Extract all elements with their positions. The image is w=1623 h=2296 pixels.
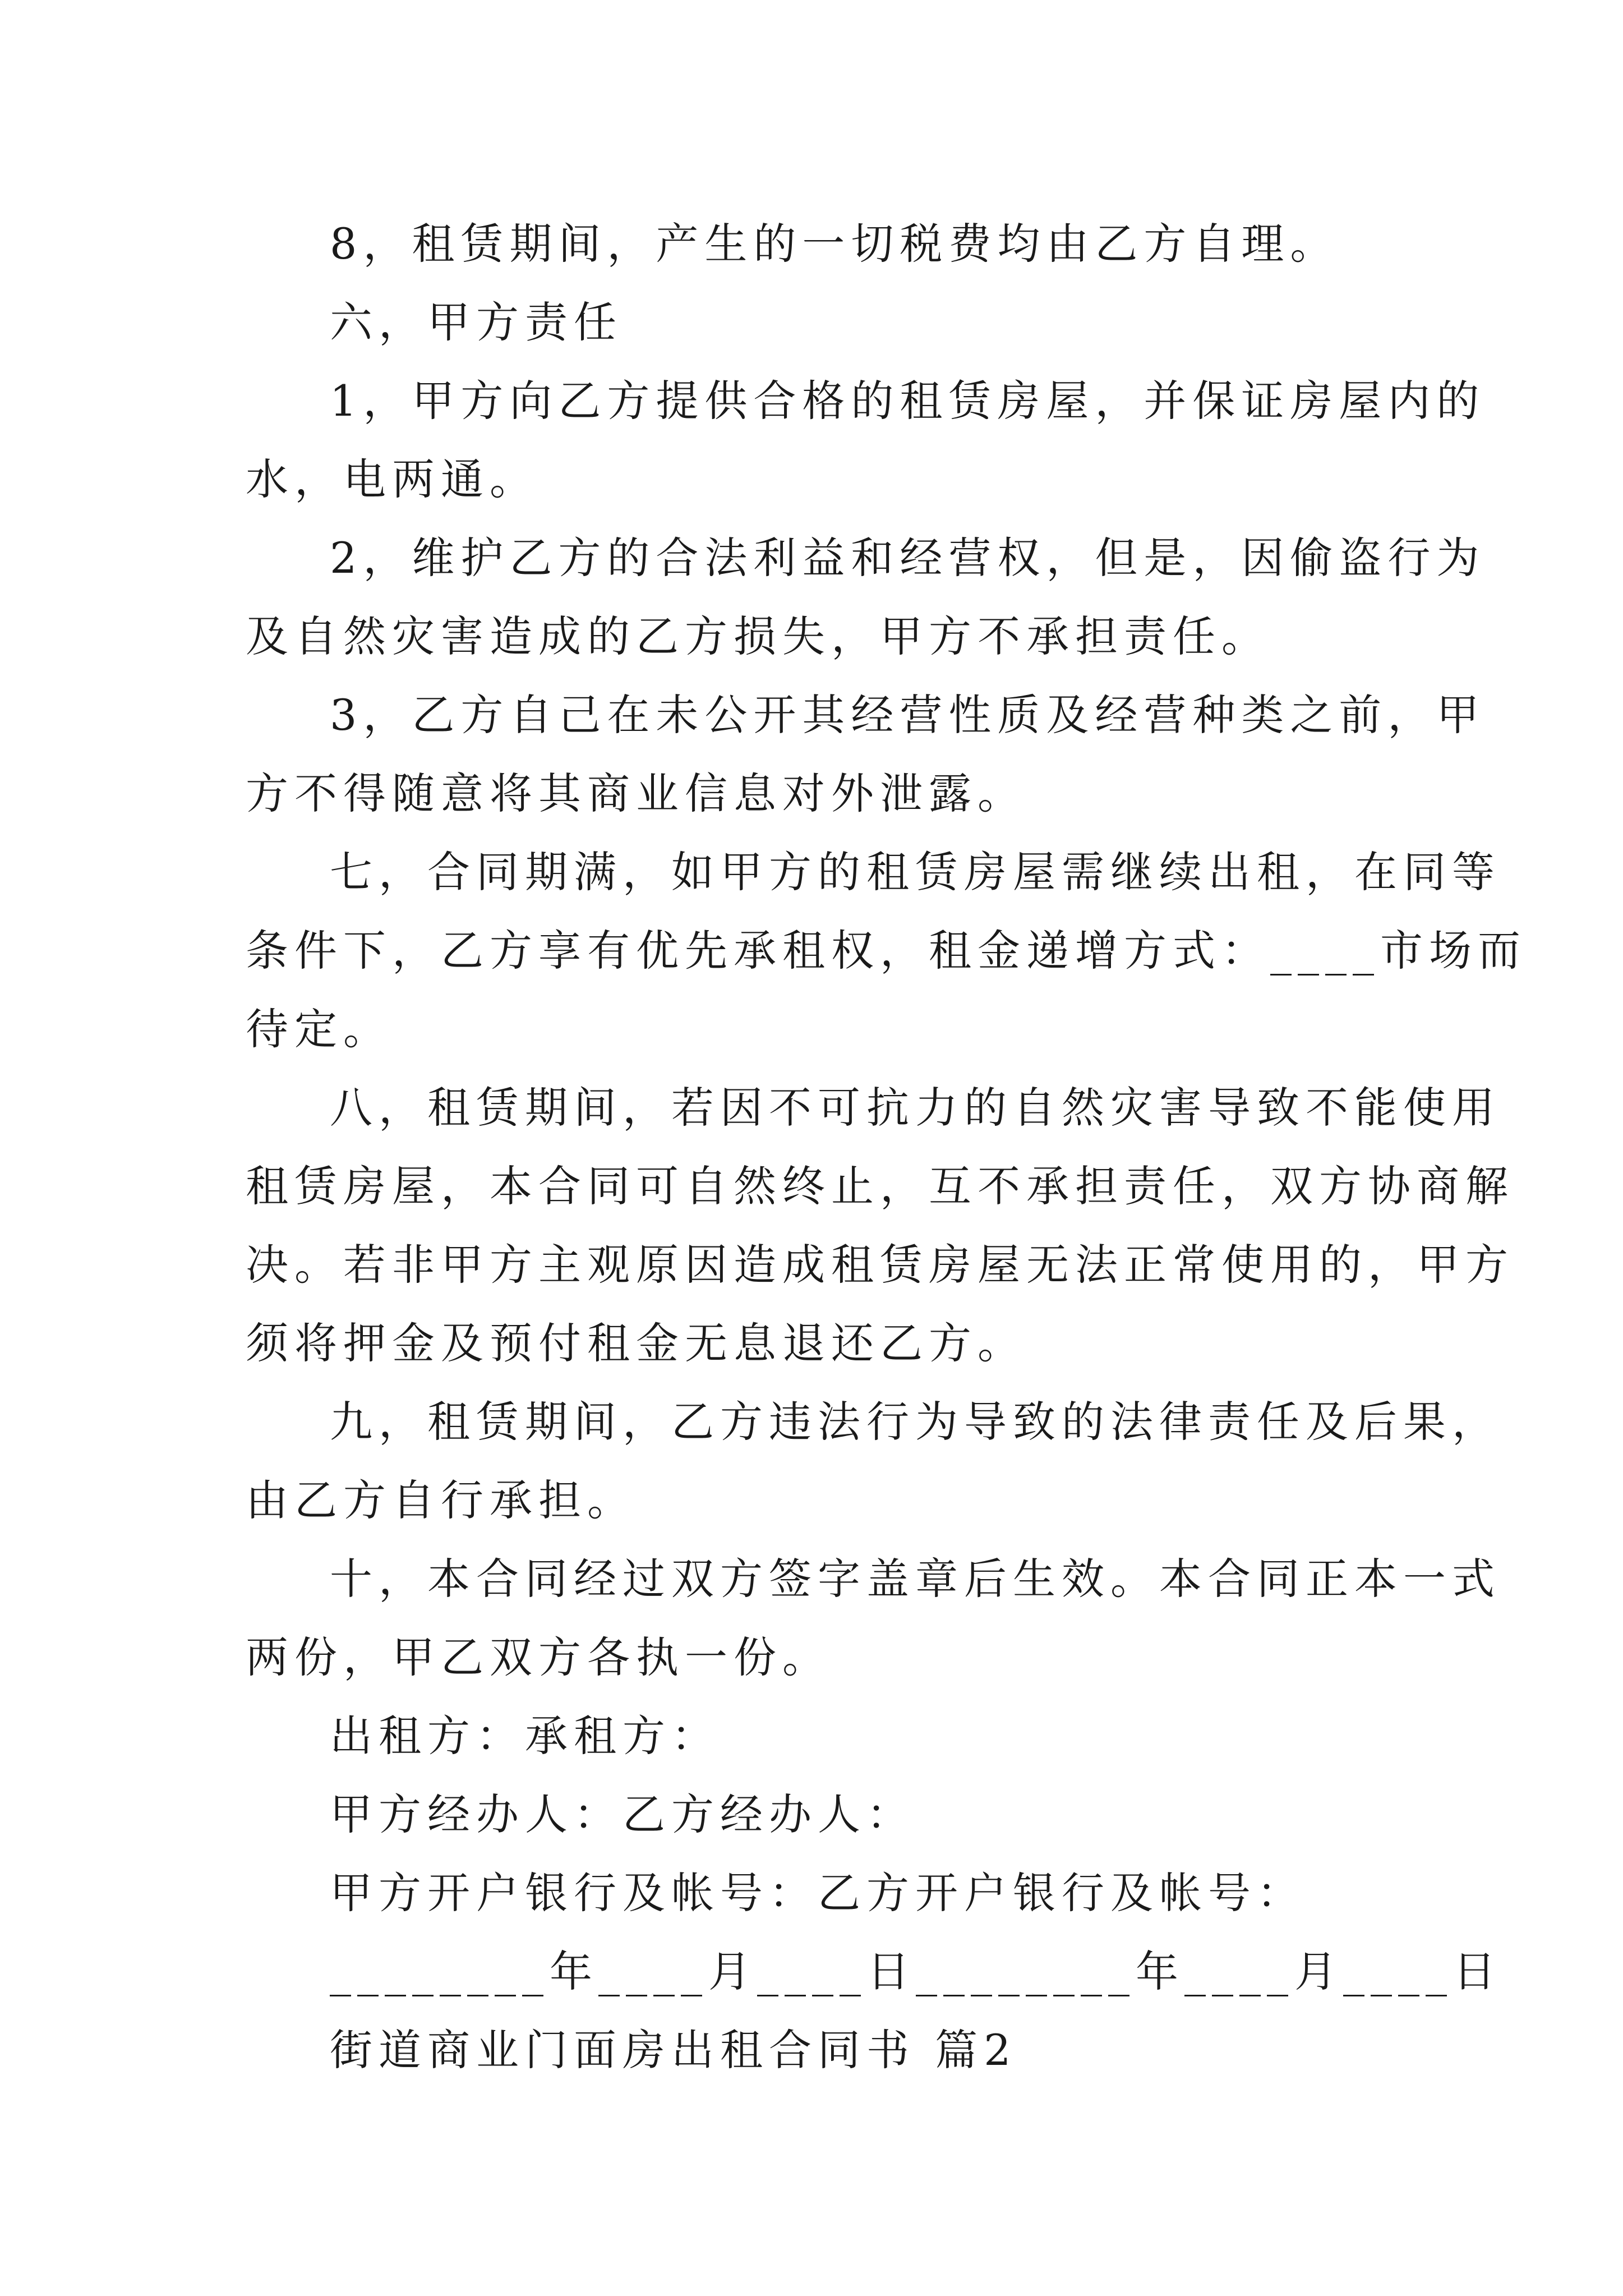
paragraph-section-8-line-2: 租赁房屋，本合同可自然终止，互不承担责任，双方协商解: [246, 1161, 1514, 1211]
paragraph-section-7-line-1: 七，合同期满，如甲方的租赁房屋需继续出租，在同等: [330, 847, 1501, 897]
paragraph-tax-clause: 8，租赁期间，产生的一切税费均由乙方自理。: [330, 219, 1339, 269]
section-heading-party-a-duties: 六，甲方责任: [330, 297, 623, 347]
paragraph-clause-1-line-1: 1，甲方向乙方提供合格的租赁房屋，并保证房屋内的: [330, 376, 1486, 426]
paragraph-section-10-line-1: 十，本合同经过双方签字盖章后生效。本合同正本一式: [330, 1554, 1501, 1604]
paragraph-section-9-line-1: 九，租赁期间，乙方违法行为导致的法律责任及后果，: [330, 1397, 1501, 1447]
signature-bank-accounts: 甲方开户银行及帐号：乙方开户银行及帐号：: [330, 1868, 1306, 1918]
paragraph-section-9-line-2: 由乙方自行承担。: [246, 1475, 636, 1525]
paragraph-section-8-line-1: 八，租赁期间，若因不可抗力的自然灾害导致不能使用: [330, 1083, 1501, 1133]
paragraph-clause-1-line-2: 水，电两通。: [246, 454, 538, 504]
signature-agents: 甲方经办人：乙方经办人：: [330, 1789, 915, 1839]
paragraph-clause-2-line-1: 2，维护乙方的合法利益和经营权，但是，因偷盗行为: [330, 533, 1486, 583]
next-section-title: 街道商业门面房出租合同书 篇2: [330, 2025, 1017, 2075]
paragraph-section-10-line-2: 两份，甲乙双方各执一份。: [246, 1632, 831, 1682]
paragraph-clause-3-line-1: 3，乙方自己在未公开其经营性质及经营种类之前，甲: [330, 690, 1486, 740]
paragraph-section-8-line-3: 决。若非甲方主观原因造成租赁房屋无法正常使用的，甲方: [246, 1240, 1514, 1290]
paragraph-clause-2-line-2: 及自然灾害造成的乙方损失，甲方不承担责任。: [246, 611, 1270, 661]
paragraph-section-7-line-2: 条件下，乙方享有优先承租权，租金递增方式：____市场而: [246, 926, 1527, 976]
signature-lessor-lessee: 出租方：承租方：: [330, 1711, 720, 1761]
paragraph-section-7-line-3: 待定。: [246, 1004, 392, 1054]
signature-date-fields: ________年____月____日________年____月____日: [330, 1947, 1502, 1996]
paragraph-section-8-line-4: 须将押金及预付租金无息退还乙方。: [246, 1318, 1026, 1368]
paragraph-clause-3-line-2: 方不得随意将其商业信息对外泄露。: [246, 769, 1026, 818]
